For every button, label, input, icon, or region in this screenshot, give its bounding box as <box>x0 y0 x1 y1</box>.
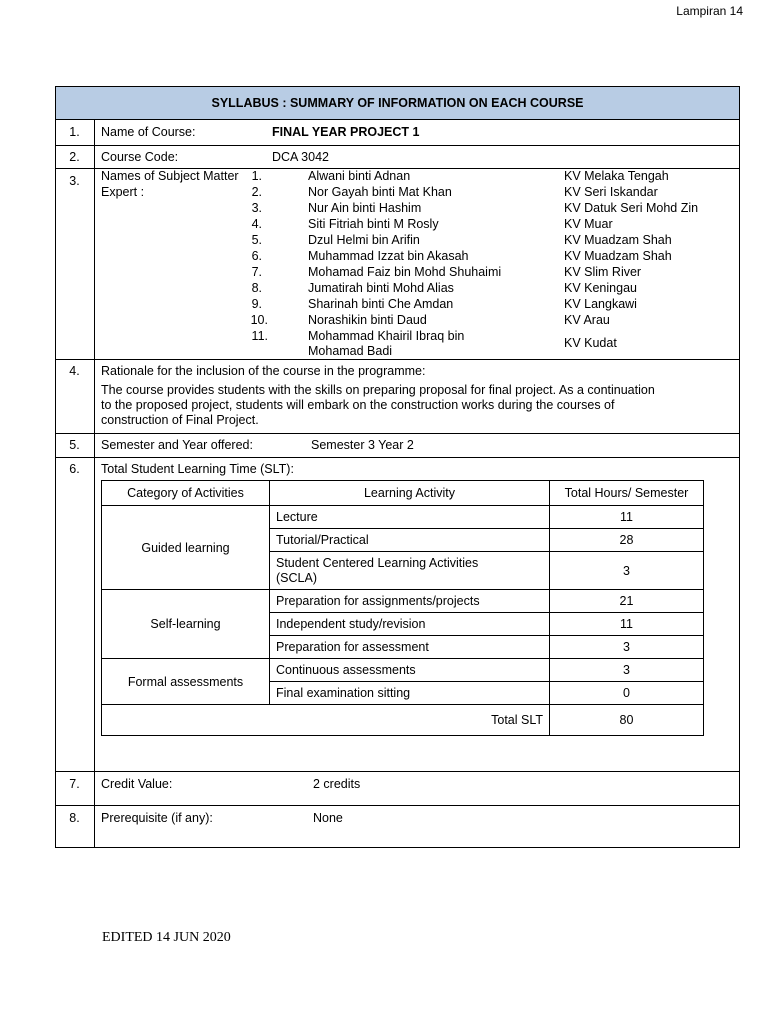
slt-activity-line2: (SCLA) <box>276 570 317 585</box>
slt-table <box>101 480 704 736</box>
expert-name: Sharinah binti Che Amdan <box>308 297 454 311</box>
slt-hours: 3 <box>550 636 704 659</box>
row-number: 2. <box>69 150 80 164</box>
expert-college: KV Muadzam Shah <box>564 249 672 263</box>
slt-total-value: 80 <box>550 705 704 736</box>
prerequisite-value: None <box>313 811 343 825</box>
expert-college: KV Seri Iskandar <box>564 185 658 199</box>
expert-college: KV Arau <box>564 313 610 327</box>
expert-name: Norashikin binti Daud <box>308 313 427 327</box>
expert-number: 6. <box>251 249 262 263</box>
experts-label-line2: Expert : <box>101 185 145 199</box>
expert-name: Muhammad Izzat bin Akasah <box>308 249 469 263</box>
slt-category: Self-learning <box>102 590 270 659</box>
row-number: 8. <box>69 811 80 825</box>
row-number: 1. <box>69 125 80 139</box>
expert-number: 7. <box>251 265 262 279</box>
slt-category: Guided learning <box>102 506 270 590</box>
row-number: 3. <box>69 174 80 188</box>
rationale-line: to the proposed project, students will embark on the construction works during the courses of <box>101 398 615 412</box>
expert-college: KV Melaka Tengah <box>564 169 669 183</box>
lampiran-label: Lampiran 14 <box>676 4 743 18</box>
expert-name: Nor Gayah binti Mat Khan <box>308 185 452 199</box>
slt-label: Total Student Learning Time (SLT): <box>101 462 294 476</box>
slt-header-category: Category of Activities <box>102 481 270 506</box>
expert-name: Alwani binti Adnan <box>308 169 411 183</box>
slt-activity: Continuous assessments <box>270 659 550 682</box>
semester-value: Semester 3 Year 2 <box>311 438 414 452</box>
expert-name-line1: Mohammad Khairil Ibraq bin <box>308 329 465 343</box>
expert-name-line2: Mohamad Badi <box>308 344 393 358</box>
row-number: 4. <box>69 364 80 378</box>
experts-label-line1: Names of Subject Matter <box>101 169 239 183</box>
semester-label: Semester and Year offered: <box>101 438 253 452</box>
row-number: 5. <box>69 438 80 452</box>
credit-value: 2 credits <box>313 777 361 791</box>
row-divider <box>55 359 740 360</box>
slt-hours: 3 <box>550 552 704 590</box>
expert-number: 9. <box>251 297 262 311</box>
row-number: 6. <box>69 462 80 476</box>
expert-number: 10. <box>250 313 268 327</box>
expert-number: 3. <box>251 201 262 215</box>
slt-hours: 3 <box>550 659 704 682</box>
slt-row <box>102 590 704 613</box>
row-divider <box>55 433 740 434</box>
expert-college: KV Muar <box>564 217 613 231</box>
slt-activity <box>270 552 550 590</box>
expert-college: KV Kudat <box>564 336 617 350</box>
slt-hours: 0 <box>550 682 704 705</box>
expert-number: 2. <box>251 185 262 199</box>
slt-activity: Lecture <box>270 506 550 529</box>
row-number: 7. <box>69 777 80 791</box>
expert-number: 5. <box>251 233 262 247</box>
slt-row <box>102 659 704 682</box>
credit-label: Credit Value: <box>101 777 173 791</box>
expert-number: 4. <box>251 217 262 231</box>
slt-total-label: Total SLT <box>102 705 550 736</box>
slt-hours: 11 <box>550 613 704 636</box>
expert-number: 11. <box>251 329 268 343</box>
rationale-label: Rationale for the inclusion of the course in the programme: <box>101 364 426 378</box>
expert-college: KV Keningau <box>564 281 637 295</box>
slt-hours: 11 <box>550 506 704 529</box>
slt-total-row <box>102 705 704 736</box>
expert-name: Nur Ain binti Hashim <box>308 201 422 215</box>
slt-category: Formal assessments <box>102 659 270 705</box>
row-divider <box>55 805 740 806</box>
course-code-value: DCA 3042 <box>272 150 329 164</box>
prerequisite-label: Prerequisite (if any): <box>101 811 213 825</box>
slt-activity: Tutorial/Practical <box>270 529 550 552</box>
slt-header-row <box>102 481 704 506</box>
rationale-line: The course provides students with the skills on preparing proposal for final project. As a continuation <box>101 383 655 397</box>
rationale-line: construction of Final Project. <box>101 413 259 427</box>
expert-name: Dzul Helmi bin Arifin <box>308 233 420 247</box>
expert-number: 8. <box>251 281 262 295</box>
expert-college: KV Langkawi <box>564 297 637 311</box>
course-name-value: FINAL YEAR PROJECT 1 <box>272 125 420 139</box>
slt-hours: 28 <box>550 529 704 552</box>
syllabus-title: SYLLABUS : SUMMARY OF INFORMATION ON EACH COURSE <box>55 86 740 120</box>
slt-header-hours: Total Hours/ Semester <box>550 481 704 506</box>
course-code-label: Course Code: <box>101 150 179 164</box>
course-name-label: Name of Course: <box>101 125 196 139</box>
expert-number: 1. <box>251 169 262 183</box>
edited-note: EDITED 14 JUN 2020 <box>102 930 231 945</box>
expert-college: KV Slim River <box>564 265 642 279</box>
row-divider <box>55 145 740 146</box>
slt-activity: Independent study/revision <box>270 613 550 636</box>
row-divider <box>55 457 740 458</box>
expert-name: Jumatirah binti Mohd Alias <box>308 281 454 295</box>
slt-activity: Final examination sitting <box>270 682 550 705</box>
slt-activity-line1: Student Centered Learning Activities <box>276 555 479 570</box>
expert-college: KV Muadzam Shah <box>564 233 672 247</box>
row-divider <box>55 771 740 772</box>
expert-college: KV Datuk Seri Mohd Zin <box>564 201 699 215</box>
expert-name: Siti Fitriah binti M Rosly <box>308 217 439 231</box>
slt-row <box>102 506 704 529</box>
slt-header-activity: Learning Activity <box>270 481 550 506</box>
expert-name: Mohamad Faiz bin Mohd Shuhaimi <box>308 265 502 279</box>
slt-activity: Preparation for assessment <box>270 636 550 659</box>
slt-hours: 21 <box>550 590 704 613</box>
number-column-divider <box>94 120 95 848</box>
slt-activity: Preparation for assignments/projects <box>270 590 550 613</box>
